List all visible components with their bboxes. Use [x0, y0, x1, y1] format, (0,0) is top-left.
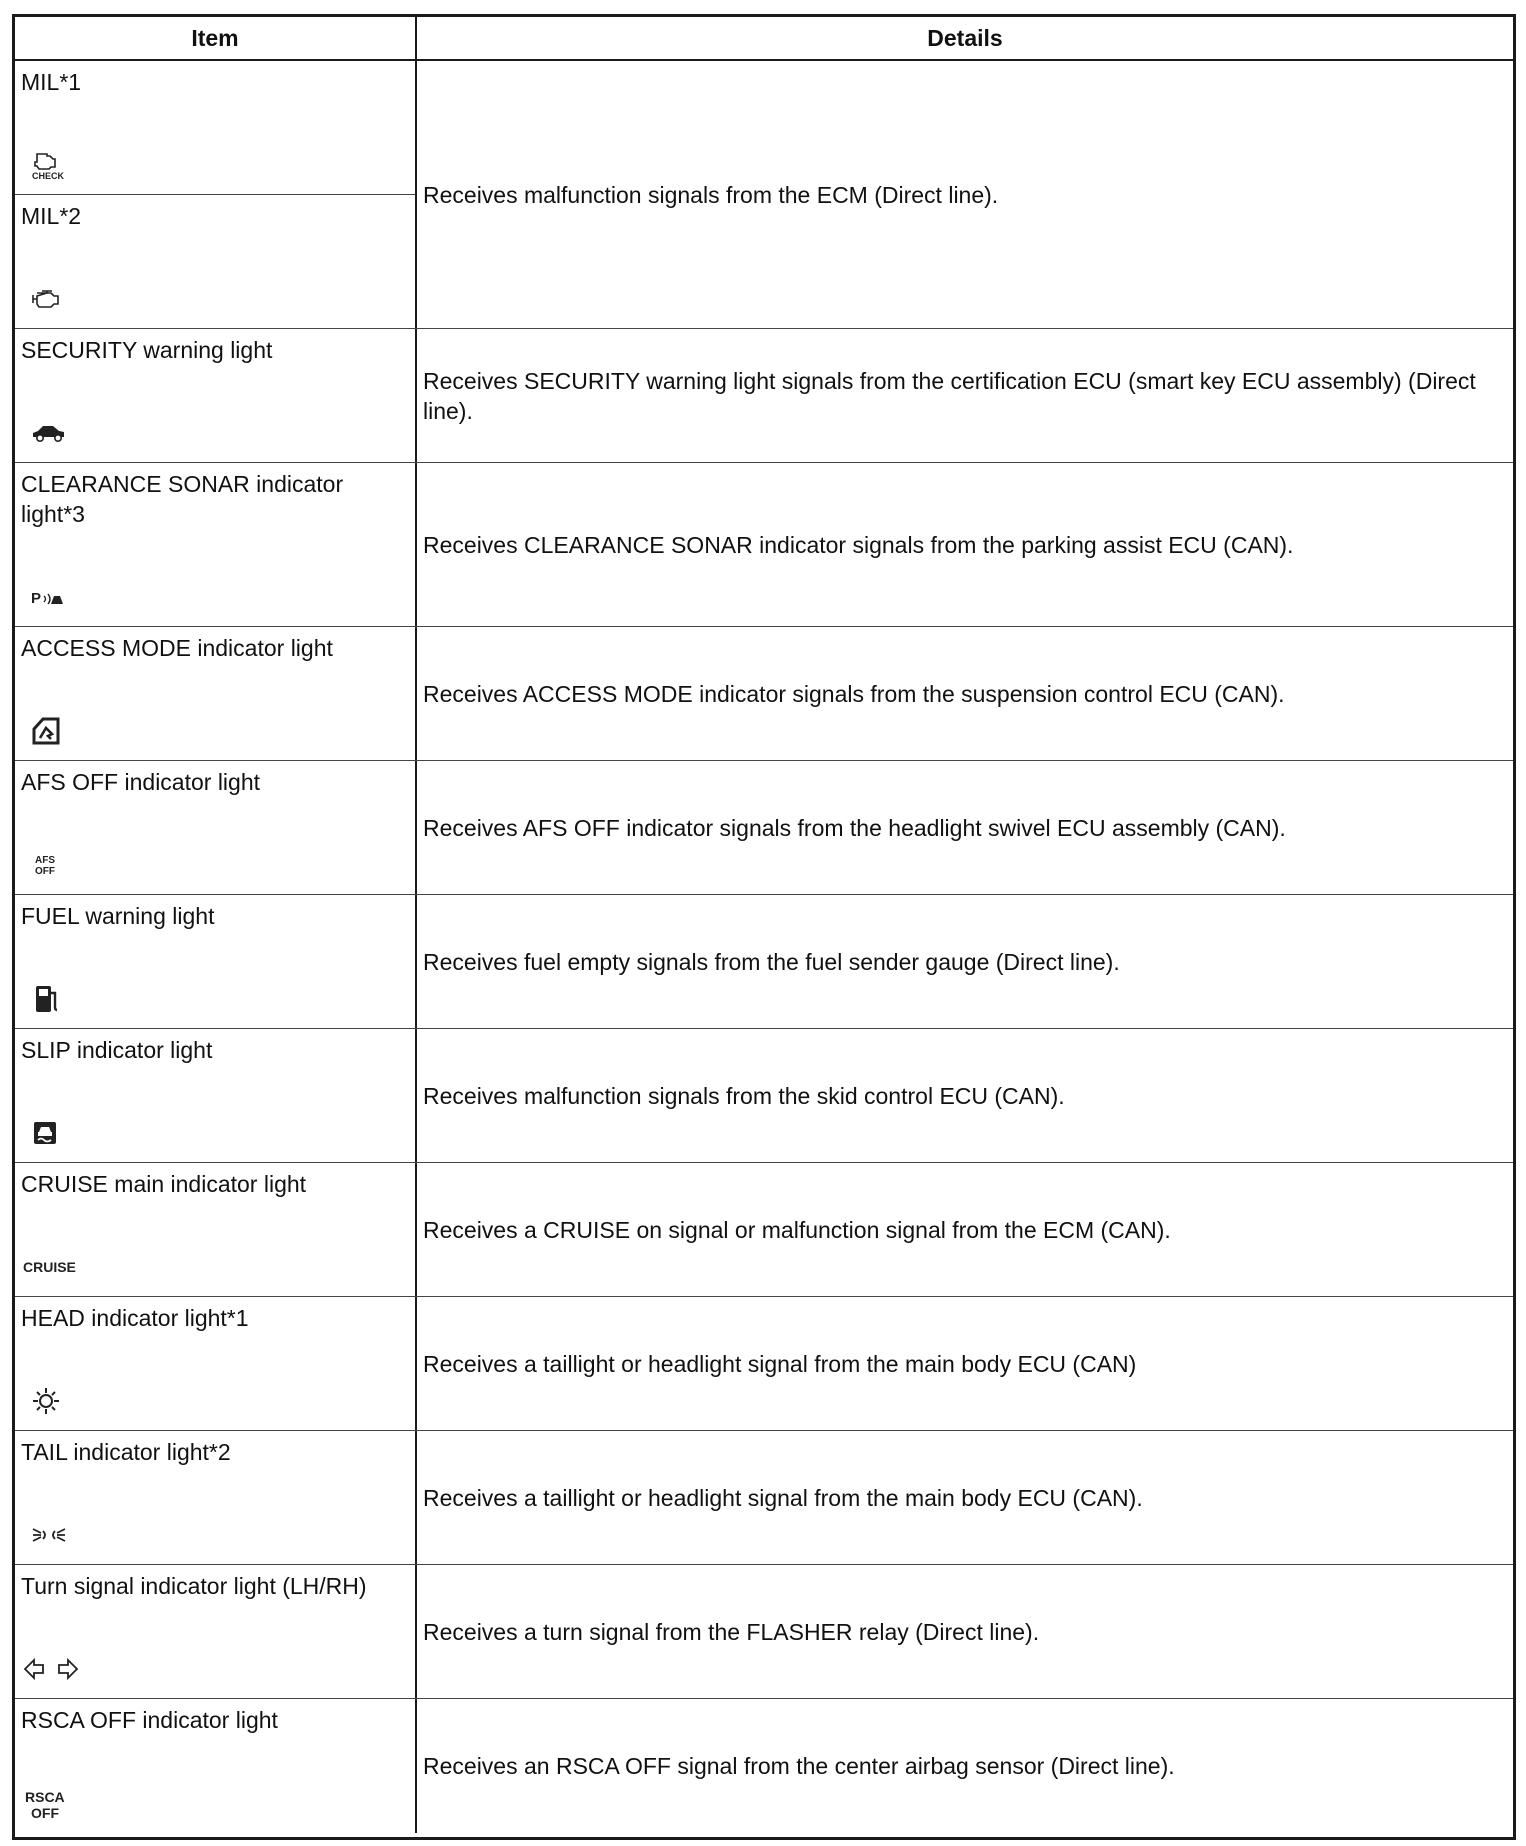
- details-cell: Receives a taillight or headlight signal from the main body ECU (CAN): [423, 1350, 1137, 1377]
- item-sub: [15, 1699, 415, 1833]
- item-sub: [15, 1297, 415, 1430]
- item-sub: [15, 895, 415, 1028]
- icon-text: AFS: [35, 855, 55, 866]
- item-cell: [15, 1565, 417, 1698]
- security-car-icon: [31, 418, 409, 448]
- table-row: [15, 895, 1513, 1029]
- item-cell: [15, 61, 417, 328]
- item-label: SLIP indicator light: [21, 1037, 213, 1063]
- item-cell: [15, 1297, 417, 1430]
- table-row: [15, 1163, 1513, 1297]
- indicator-table: [12, 14, 1516, 1840]
- item-label: MIL*2: [21, 203, 82, 229]
- icon-text: CRUISE: [23, 1259, 76, 1275]
- details-cell: Receives a CRUISE on signal or malfunction signal from the ECM (CAN).: [423, 1216, 1171, 1243]
- engine-icon: [31, 284, 409, 314]
- item-sub: [15, 463, 415, 626]
- item-label: HEAD indicator light*1: [21, 1305, 249, 1331]
- icon-text: RSCA: [25, 1789, 65, 1805]
- rsca-off-icon: [23, 1787, 409, 1823]
- item-label: ACCESS MODE indicator light: [21, 635, 333, 661]
- table-row: [15, 463, 1513, 627]
- item-cell: [15, 627, 417, 760]
- headlight-icon: [31, 1386, 409, 1416]
- icon-text: OFF: [31, 1805, 59, 1821]
- table-row: [15, 761, 1513, 895]
- taillight-icon: [31, 1520, 409, 1550]
- item-cell: [15, 1029, 417, 1162]
- svg-text:P: P: [31, 590, 42, 607]
- table-row: [15, 61, 1513, 329]
- icon-text: OFF: [35, 866, 55, 877]
- table-row: [15, 1029, 1513, 1163]
- item-label: CRUISE main indicator light: [21, 1171, 307, 1197]
- item-cell: [15, 329, 417, 462]
- item-label: Turn signal indicator light (LH/RH): [21, 1573, 367, 1599]
- turn-signal-icon: [23, 1654, 409, 1684]
- item-sub: [15, 1163, 415, 1296]
- details-cell: Receives ACCESS MODE indicator signals from the suspension control ECU (CAN).: [423, 680, 1285, 707]
- details-cell: Receives malfunction signals from the skid control ECU (CAN).: [423, 1082, 1065, 1109]
- header-item: Item: [15, 17, 417, 59]
- table-header: [15, 17, 1513, 61]
- details-cell: Receives CLEARANCE SONAR indicator signals from the parking assist ECU (CAN).: [423, 531, 1294, 558]
- item-cell: [15, 761, 417, 894]
- table-row: [15, 1699, 1513, 1833]
- table-row: [15, 1565, 1513, 1699]
- details-cell: Receives AFS OFF indicator signals from the headlight swivel ECU assembly (CAN).: [423, 814, 1286, 841]
- item-sub: [15, 1029, 415, 1162]
- item-sub: [15, 1565, 415, 1698]
- details-cell: Receives fuel empty signals from the fuel sender gauge (Direct line).: [423, 948, 1120, 975]
- table-row: [15, 1297, 1513, 1431]
- item-cell: [15, 1431, 417, 1564]
- details-cell: Receives an RSCA OFF signal from the center airbag sensor (Direct line).: [423, 1753, 1175, 1779]
- item-label: AFS OFF indicator light: [21, 769, 261, 795]
- item-sub: [15, 627, 415, 760]
- item-label: RSCA OFF indicator light: [21, 1707, 278, 1733]
- item-sub: [15, 761, 415, 894]
- item-sub: [15, 1431, 415, 1564]
- header-details: Details: [927, 24, 1003, 51]
- details-cell: Receives a turn signal from the FLASHER relay (Direct line).: [423, 1618, 1040, 1645]
- table-row: [15, 1431, 1513, 1565]
- item-cell: [15, 895, 417, 1028]
- cruise-icon: [23, 1252, 409, 1282]
- afs-off-icon: [31, 850, 409, 880]
- check-engine-icon: [31, 150, 409, 180]
- item-label: TAIL indicator light*2: [21, 1439, 231, 1465]
- fuel-pump-icon: [31, 984, 409, 1014]
- item-sub: [15, 329, 415, 462]
- item-cell: [15, 1163, 417, 1296]
- svg-text:CHECK: CHECK: [32, 171, 65, 180]
- slip-icon: [31, 1118, 409, 1148]
- item-sub: [15, 61, 415, 194]
- details-cell: Receives SECURITY warning light signals from the certification ECU (smart key ECU assembly) (Direct line).: [423, 367, 1476, 424]
- sonar-icon: [31, 582, 409, 612]
- item-cell: [15, 463, 417, 626]
- item-cell: [15, 1699, 417, 1833]
- table-row: [15, 627, 1513, 761]
- item-label: CLEARANCE SONAR indicator light*3: [21, 471, 344, 527]
- item-label: MIL*1: [21, 69, 82, 95]
- item-label: FUEL warning light: [21, 903, 215, 929]
- details-cell: Receives malfunction signals from the ECM (Direct line).: [423, 181, 999, 208]
- table-row: [15, 329, 1513, 463]
- access-mode-icon: [31, 716, 409, 746]
- details-cell: Receives a taillight or headlight signal from the main body ECU (CAN).: [423, 1484, 1143, 1511]
- item-sub: [15, 194, 415, 328]
- item-label: SECURITY warning light: [21, 337, 273, 363]
